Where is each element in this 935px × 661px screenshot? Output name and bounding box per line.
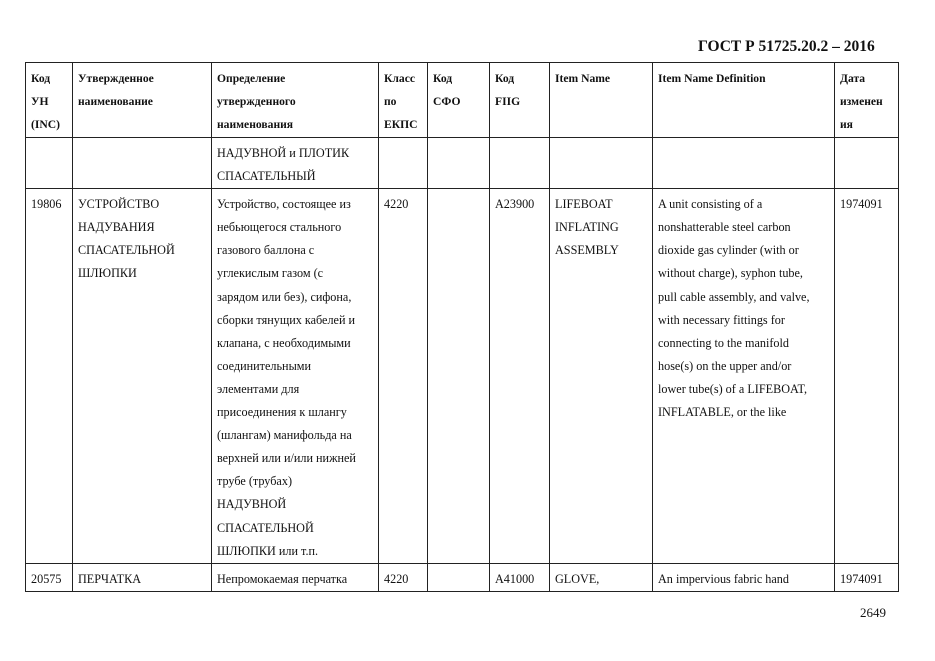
cell-inc: 20575 [26,563,73,591]
col-header-definition: Определение утвержденного наименования [212,63,379,138]
cell-date [835,138,899,189]
cell-sfo [428,189,490,564]
cell-fiig: A41000 [490,563,550,591]
col-header-class: Класс по ЕКПС [379,63,428,138]
table-row [26,189,899,564]
col-header-fiig: Код FIIG [490,63,550,138]
cell-definition: Устройство, состоящее из небьющегося стального газового баллона с углекислым газом (с зарядом или без), сифона, сборки тянущих кабелей и клапана, с необходимыми соединительными элементами для присоединения к шлангу (шлангам) манифольда на верхней или и/или нижней трубе (трубах) НАДУВНОЙ СПАСАТЕЛЬНОЙ ШЛЮПКИ или т.п. [212,189,379,564]
page-number: 2649 [860,605,886,620]
cell-inc [26,138,73,189]
cell-fiig: A23900 [490,189,550,564]
cell-sfo [428,138,490,189]
cell-approved-name [73,138,212,189]
table-header-row [26,63,899,138]
cell-class [379,138,428,189]
col-header-item-name: Item Name [550,63,653,138]
cell-item-definition: A unit consisting of a nonshatterable steel carbon dioxide gas cylinder (with or without charge), syphon tube, pull cable assembly, and valve, with necessary fittings for connecting to the manifold hose(s) on the upper and/or lower tube(s) of a LIFEBOAT, INFLATABLE, or the like [653,189,835,564]
cell-definition: Непромокаемая перчатка [212,563,379,591]
col-header-date: Дата изменен ия [835,63,899,138]
cell-approved-name: ПЕРЧАТКА [73,563,212,591]
document-header: ГОСТ Р 51725.20.2 – 2016 [698,38,875,55]
table-row [26,138,899,189]
cell-item-definition [653,138,835,189]
cell-item-name [550,138,653,189]
col-header-sfo: Код СФО [428,63,490,138]
cell-fiig [490,138,550,189]
table-row [26,563,899,591]
col-header-item-definition: Item Name Definition [653,63,835,138]
col-header-inc: Код УН (INC) [26,63,73,138]
cell-item-name: LIFEBOAT INFLATING ASSEMBLY [550,189,653,564]
cell-class: 4220 [379,189,428,564]
col-header-approved-name: Утвержденное наименование [73,63,212,138]
cell-date: 1974091 [835,563,899,591]
cell-inc: 19806 [26,189,73,564]
cell-item-definition: An impervious fabric hand [653,563,835,591]
cell-sfo [428,563,490,591]
cell-approved-name: УСТРОЙСТВО НАДУВАНИЯ СПАСАТЕЛЬНОЙ ШЛЮПКИ [73,189,212,564]
cell-date: 1974091 [835,189,899,564]
cell-item-name: GLOVE, [550,563,653,591]
cell-class: 4220 [379,563,428,591]
cell-definition: НАДУВНОЙ и ПЛОТИК СПАСАТЕЛЬНЫЙ [212,138,379,189]
register-table [25,62,899,592]
